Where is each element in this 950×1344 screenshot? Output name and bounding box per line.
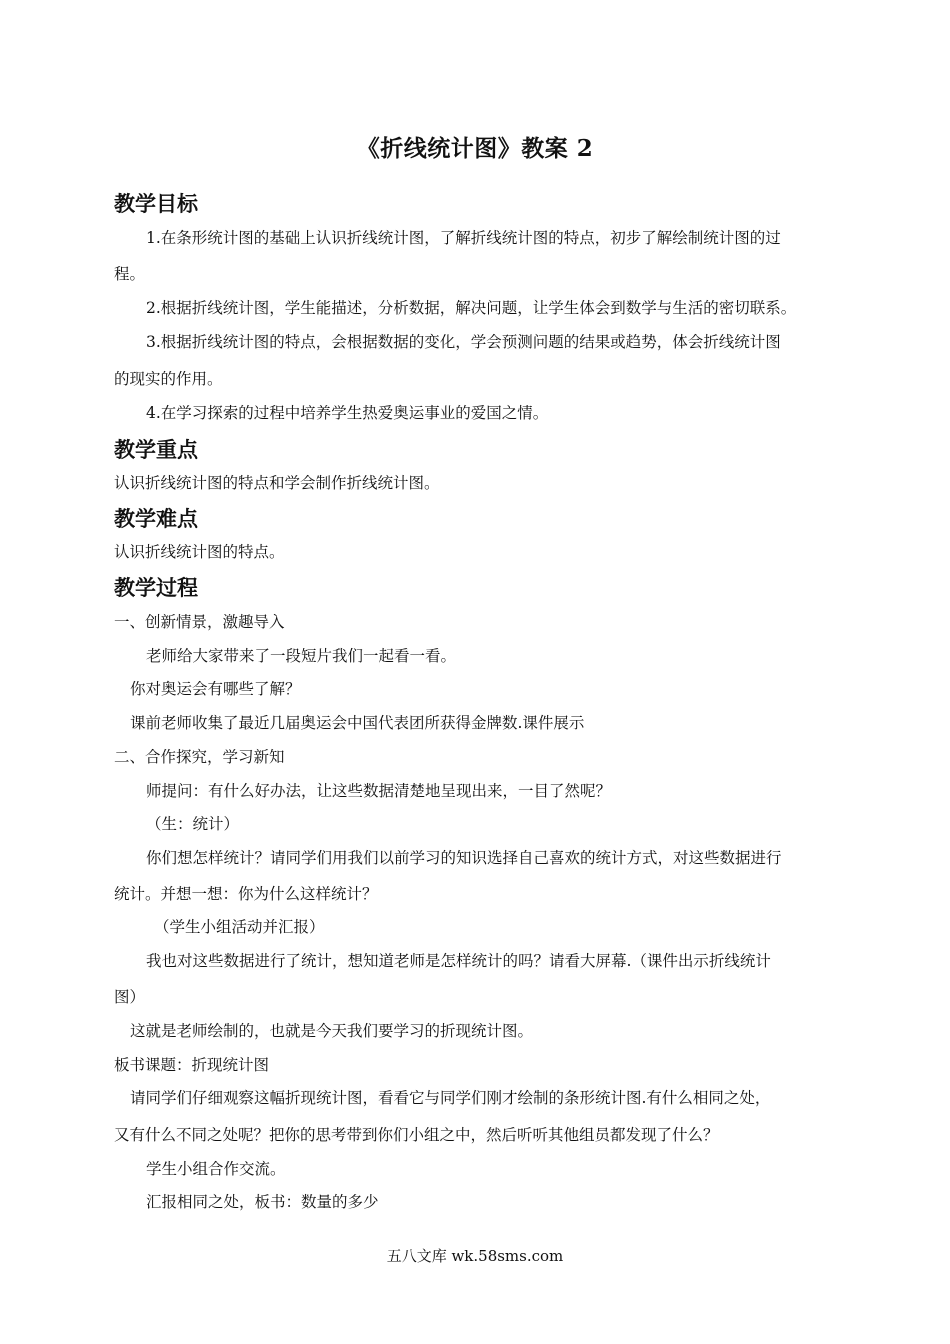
goal-1-line-2: 程。 bbox=[114, 265, 146, 283]
process-s1-para-1: 老师给大家带来了一段短片我们一起看一看。 bbox=[146, 647, 457, 665]
difficulty-text: 认识折线统计图的特点。 bbox=[114, 543, 285, 561]
process-s2-para-4: （学生小组活动并汇报） bbox=[154, 918, 325, 936]
process-s2-para-3-line-2: 统计。并想一想：你为什么这样统计？ bbox=[114, 885, 378, 903]
goal-2: 2.根据折线统计图，学生能描述，分析数据，解决问题，让学生体会到数学与生活的密切联系。 bbox=[146, 299, 797, 317]
process-section-1: 一、创新情景，激趣导入 bbox=[114, 613, 285, 631]
heading-process: 教学过程 bbox=[114, 576, 198, 600]
document-title: 《折线统计图》教案 2 bbox=[356, 135, 594, 162]
key-points-text: 认识折线统计图的特点和学会制作折线统计图。 bbox=[114, 474, 440, 492]
process-s2-para-2: （生：统计） bbox=[146, 815, 240, 833]
process-section-2: 二、合作探究，学习新知 bbox=[114, 748, 285, 766]
heading-difficulty: 教学难点 bbox=[114, 507, 198, 531]
process-s2-para-5-line-2: 图） bbox=[114, 988, 146, 1006]
process-s2-para-1: 师提问：有什么好办法，让这些数据清楚地呈现出来，一目了然呢？ bbox=[146, 782, 612, 800]
process-s2-para-3-line-1: 你们想怎样统计？请同学们用我们以前学习的知识选择自己喜欢的统计方式，对这些数据进行 bbox=[146, 849, 782, 867]
goal-3-line-1: 3.根据折线统计图的特点，会根据数据的变化，学会预测问题的结果或趋势，体会折线统计图 bbox=[146, 333, 781, 351]
process-s1-para-2: 你对奥运会有哪些了解？ bbox=[130, 680, 301, 698]
process-s2-para-6: 这就是老师绘制的，也就是今天我们要学习的折现统计图。 bbox=[130, 1022, 534, 1040]
page-footer: 五八文库 wk.58sms.com bbox=[386, 1247, 564, 1265]
process-s2-para-9: 学生小组合作交流。 bbox=[146, 1160, 286, 1178]
process-s2-para-8-line-2: 又有什么不同之处呢？把你的思考带到你们小组之中，然后听听其他组员都发现了什么？ bbox=[114, 1126, 719, 1144]
goal-1-line-1: 1.在条形统计图的基础上认识折线统计图，了解折线统计图的特点，初步了解绘制统计图的过 bbox=[146, 229, 781, 247]
heading-goals: 教学目标 bbox=[114, 192, 198, 216]
process-s1-para-3: 课前老师收集了最近几届奥运会中国代表团所获得金牌数.课件展示 bbox=[130, 714, 585, 732]
process-s2-para-7: 板书课题：折现统计图 bbox=[114, 1056, 270, 1074]
goal-4: 4.在学习探索的过程中培养学生热爱奥运事业的爱国之情。 bbox=[146, 404, 549, 422]
heading-key-points: 教学重点 bbox=[114, 438, 198, 462]
process-s2-para-8-line-1: 请同学们仔细观察这幅折现统计图，看看它与同学们刚才绘制的条形统计图.有什么相同之处， bbox=[130, 1089, 771, 1107]
goal-3-line-2: 的现实的作用。 bbox=[114, 370, 223, 388]
process-s2-para-5-line-1: 我也对这些数据进行了统计，想知道老师是怎样统计的吗？请看大屏幕.（课件出示折线统计 bbox=[146, 952, 771, 970]
process-s2-para-10: 汇报相同之处，板书：数量的多少 bbox=[146, 1193, 379, 1211]
